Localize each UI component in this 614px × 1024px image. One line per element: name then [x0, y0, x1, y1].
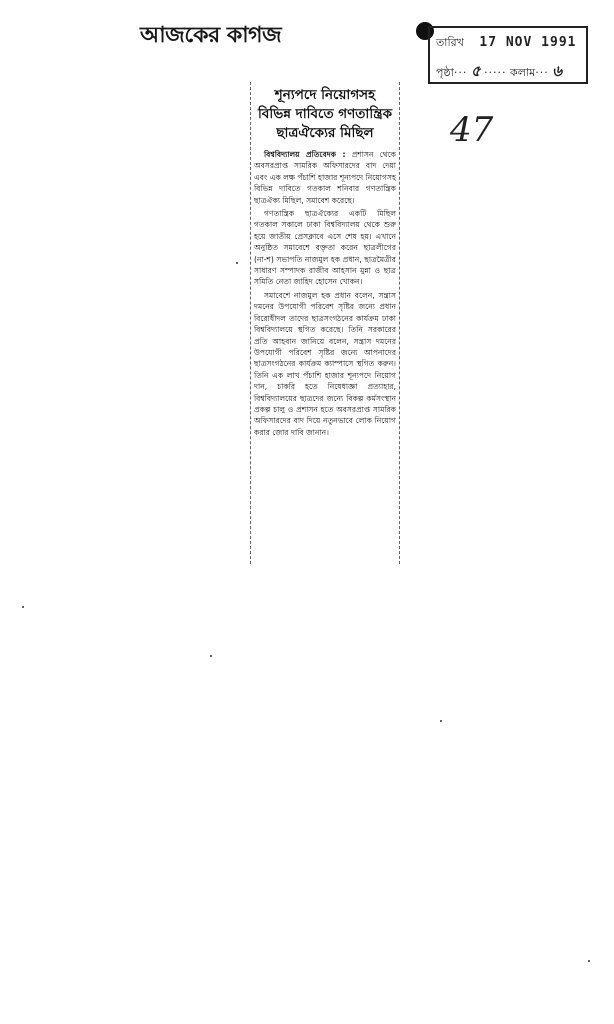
article-paragraph: সমাবেশে নাজমুল হক প্রধান বলেন, সন্ত্রাস দমনের উপযোগী পরিবেশ সৃষ্টির জন্যে প্রধান বিরোধীদল তাদের ছাত্রসংগঠনের কার্যক্রম ঢাকা বিশ্ববিদ্যালয়ে স্থগিত করেছে। তিনি সরকারের প্রতি আহবান জানিয়ে বলেন, সন্ত্রাস দমনের উপযোগী পরিবেশ সৃষ্টির জন্যে আপনাদের ছাত্রসংগঠনের কার্যক্রম ক্যাম্পাসে স্থগিত করুন। তিনি এক লাখ পঁচাশি হাজার শূন্যপদে নিয়োগ দান, চাকরি হতে নিষেধাজ্ঞা প্রত্যাহার, বিশ্ববিদ্যালয়ের ছাত্রদের জন্যে বিকল্প কর্মসংস্থান প্রকল্প চালু ও প্রশাসন হতে অবসরপ্রাপ্ত সামরিক অফিসারদের বাদ দিয়ে নতুনভাবে লোক নিয়োগ করার জোর দাবি জানান। — [254, 290, 396, 437]
news-clipping — [250, 82, 400, 564]
handwritten-page-number: 47 — [450, 110, 494, 150]
stamp-date-label: তারিখ — [436, 36, 464, 49]
stamp-column-label: কলাম — [510, 66, 536, 79]
date-stamp — [428, 26, 588, 84]
stamp-page-row: পৃষ্ঠা··· ৫ ····· কলাম··· ৬ — [436, 62, 563, 80]
article-paragraph — [254, 149, 396, 206]
newspaper-name: আজকের কাগজ — [140, 23, 282, 48]
paragraph-text: প্রশাসন থেকে অবসরপ্রাপ্ত সামরিক অফিসারদের বাদ দেয়া এবং এক লক্ষ পঁচাশি হাজার শূন্যপদে নিয়োগসহ বিভিন্ন দাবিতে গতকাল শনিবার গণতান্ত্রিক ছাত্রঐক্য মিছিল, সমাবেশ করেছে। — [254, 150, 396, 205]
stamp-date-value: 17 NOV 1991 — [479, 35, 577, 50]
scan-speck — [588, 960, 590, 962]
stamp-page-label: পৃষ্ঠা — [436, 66, 454, 79]
scan-speck — [440, 720, 442, 722]
stamp-page-value: ৫ — [470, 62, 481, 80]
headline-line: ছাত্রঐক্যের মিছিল — [276, 125, 374, 141]
scan-speck — [22, 606, 24, 608]
stamp-date-row — [436, 34, 586, 53]
article-headline — [253, 86, 397, 143]
headline-line: বিভিন্ন দাবিতে গণতান্ত্রিক — [257, 106, 393, 122]
article-byline: বিশ্ববিদ্যালয় প্রতিবেদক : — [264, 150, 346, 159]
stamp-column-value: ৬ — [552, 62, 563, 80]
scan-speck — [236, 262, 238, 264]
article-body — [254, 149, 396, 438]
article-paragraph: গণতান্ত্রিক ছাত্রঐক্যের একটি মিছিল গতকাল সকালে ঢাকা বিশ্ববিদ্যালয় থেকে শুরু হয়ে জাতীয় প্রেসক্লাবে এসে শেষ হয়। এখানে অনুষ্ঠিত সমাবেশে বক্তৃতা করেন ছাত্রলীগের (না-শ) সভাপতি নাজমুল হক প্রধান, ছাত্রমৈত্রীর সাধারণ সম্পাদক রাজীব আহসান মুন্না ও ছাত্র সমিতি নেতা জাহিদ হোসেন খোকন। — [254, 209, 396, 287]
headline-line: শূন্যপদে নিয়োগসহ — [274, 87, 376, 103]
scan-speck — [210, 655, 212, 657]
